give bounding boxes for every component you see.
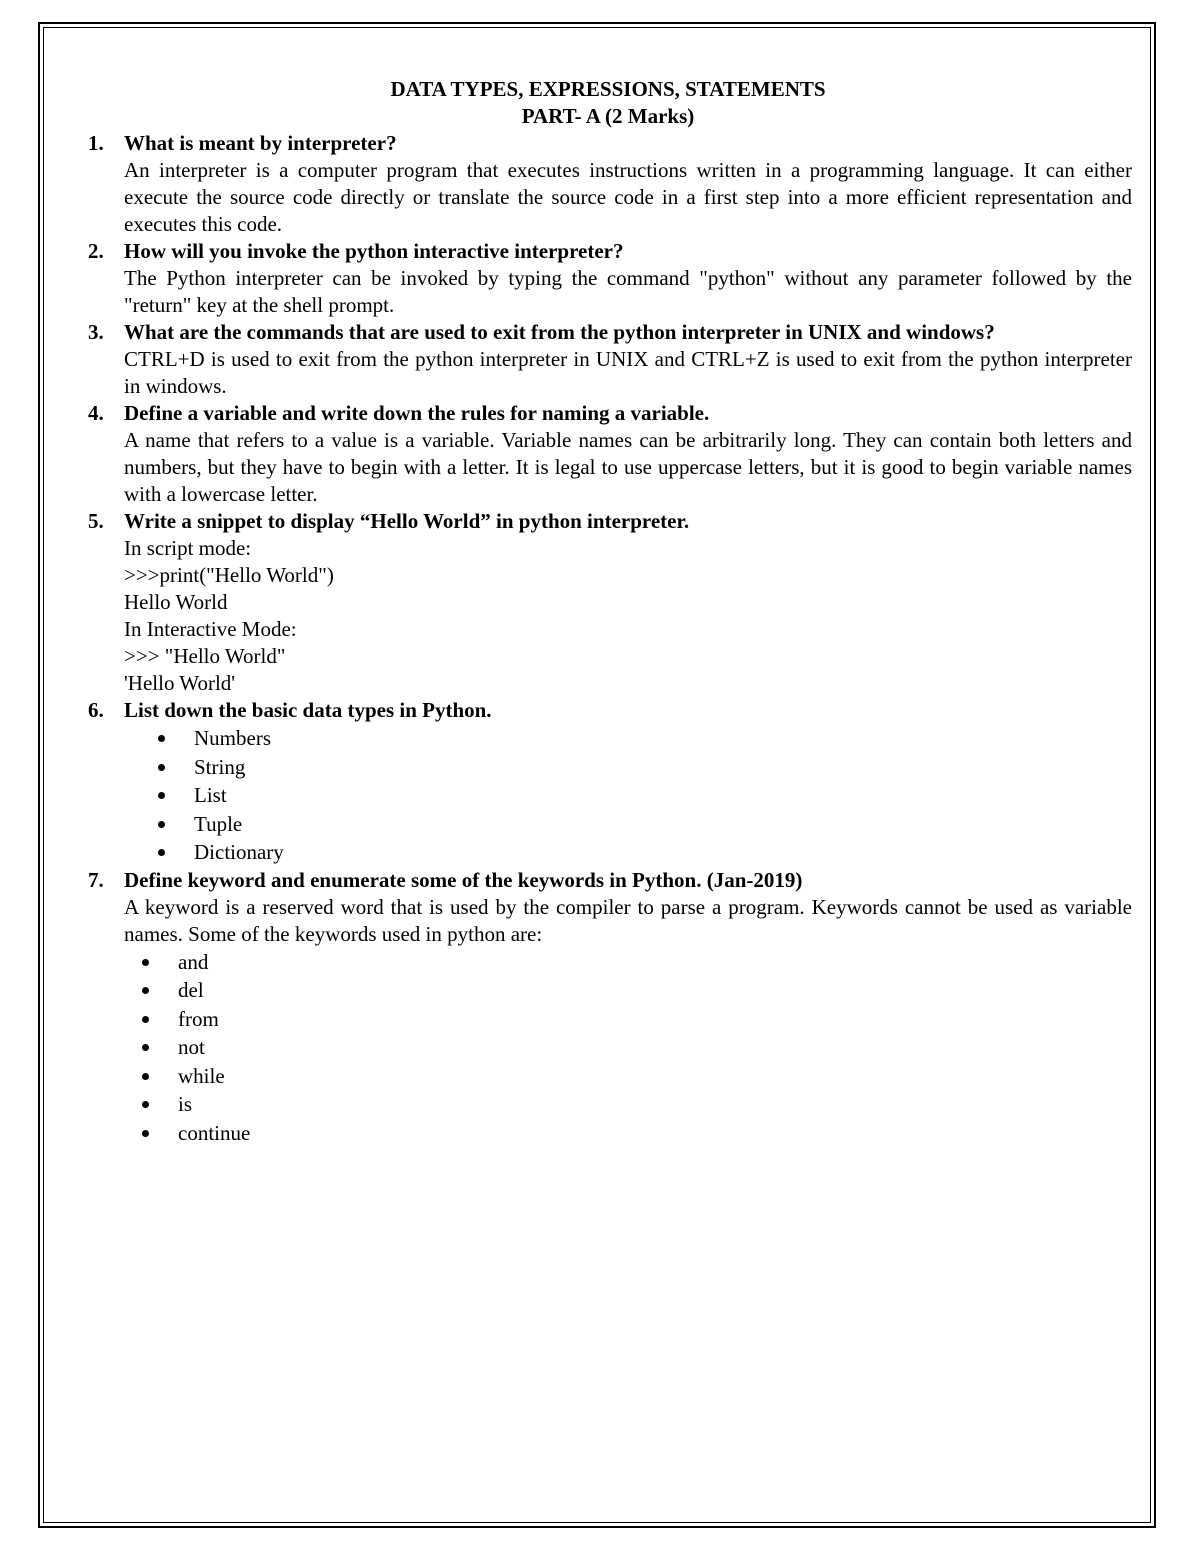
- list-item-label: Tuple: [194, 811, 243, 836]
- list-item-label: String: [194, 754, 246, 779]
- question-6: [84, 697, 1132, 867]
- document-content: [84, 76, 1132, 1147]
- list-item-label: and: [178, 949, 209, 974]
- list-item: [124, 753, 1132, 782]
- question-number: 7.: [88, 867, 104, 892]
- list-item-label: while: [178, 1063, 225, 1088]
- question-number: 2.: [88, 239, 104, 263]
- question-list: [84, 130, 1132, 1147]
- bullet-icon: [158, 821, 165, 828]
- code-line: Hello World: [124, 590, 228, 614]
- list-item: [124, 810, 1132, 839]
- list-item: [124, 1062, 1132, 1091]
- code-line: >>> "Hello World": [124, 644, 286, 668]
- list-item: [124, 1033, 1132, 1062]
- list-item-label: del: [178, 978, 204, 1002]
- list-item-label: not: [178, 1035, 205, 1059]
- question-5: [84, 508, 1132, 697]
- question-7: [84, 867, 1132, 1148]
- list-item-label: from: [178, 1006, 219, 1031]
- question-number: 3.: [88, 320, 104, 344]
- bullet-icon: [142, 959, 149, 966]
- question-4: [84, 400, 1132, 508]
- list-item: [124, 976, 1132, 1005]
- question-text: Define a variable and write down the rules for naming a variable.: [124, 401, 710, 425]
- list-item: [124, 948, 1132, 977]
- bullet-icon: [158, 764, 165, 771]
- list-item-label: Numbers: [194, 726, 271, 750]
- bullet-icon: [142, 1101, 149, 1108]
- document-subtitle: PART- A (2 Marks): [521, 104, 695, 128]
- document-title: DATA TYPES, EXPRESSIONS, STATEMENTS: [390, 77, 826, 101]
- list-item: [124, 1005, 1132, 1034]
- list-item: [124, 1090, 1132, 1119]
- list-item: [124, 781, 1132, 810]
- code-line: In Interactive Mode:: [124, 617, 297, 641]
- list-item-label: List: [194, 783, 227, 807]
- code-line: 'Hello World': [124, 671, 236, 695]
- list-item: [124, 724, 1132, 753]
- bullet-icon: [142, 1044, 149, 1051]
- bullet-icon: [158, 849, 165, 856]
- answer-text: The Python interpreter can be invoked by typing the command "python" without any parameter followed by the "return" key at the shell prompt.: [124, 266, 1132, 317]
- question-text: What are the commands that are used to exit from the python interpreter in UNIX and windows?: [124, 320, 995, 344]
- question-text: List down the basic data types in Python.: [124, 698, 492, 722]
- bullet-icon: [142, 1016, 149, 1023]
- question-text: How will you invoke the python interactive interpreter?: [124, 239, 624, 263]
- list-item-label: is: [178, 1092, 193, 1116]
- question-text: Define keyword and enumerate some of the keywords in Python. (Jan-2019): [124, 867, 803, 892]
- bullet-icon: [158, 735, 165, 742]
- data-type-list: [124, 724, 1132, 867]
- list-item: [124, 838, 1132, 867]
- question-text: What is meant by interpreter?: [124, 131, 397, 155]
- bullet-icon: [142, 1073, 149, 1080]
- question-2: [84, 238, 1132, 319]
- bullet-icon: [142, 987, 149, 994]
- question-number: 5.: [88, 509, 104, 533]
- list-item: [124, 1119, 1132, 1148]
- bullet-icon: [158, 792, 165, 799]
- bullet-icon: [142, 1130, 149, 1137]
- question-number: 4.: [88, 401, 104, 425]
- question-1: [84, 130, 1132, 238]
- question-number: 6.: [88, 698, 104, 722]
- list-item-label: Dictionary: [194, 840, 284, 864]
- question-text: Write a snippet to display “Hello World” in python interpreter.: [124, 509, 690, 533]
- list-item-label: continue: [178, 1120, 251, 1145]
- answer-text: CTRL+D is used to exit from the python interpreter in UNIX and CTRL+Z is used to exit from the python interpreter in windows.: [124, 347, 1132, 398]
- code-line: In script mode:: [124, 536, 252, 560]
- keyword-list: [124, 948, 1132, 1148]
- answer-text: A name that refers to a value is a variable. Variable names can be arbitrarily long. They can contain both letters and numbers, but they have to begin with a letter. It is legal to use uppercase letters, but it is good to begin variable names with a lowercase letter.: [124, 428, 1132, 506]
- question-number: 1.: [88, 131, 104, 155]
- code-line: >>>print("Hello World"): [124, 563, 334, 587]
- question-3: [84, 319, 1132, 400]
- answer-text: A keyword is a reserved word that is used by the compiler to parse a program. Keywords cannot be used as variable names. Some of the keywords used in python are:: [124, 894, 1132, 946]
- answer-text: An interpreter is a computer program that executes instructions written in a programming language. It can either execute the source code directly or translate the source code in a first step into a more efficient representation and executes this code.: [124, 158, 1132, 236]
